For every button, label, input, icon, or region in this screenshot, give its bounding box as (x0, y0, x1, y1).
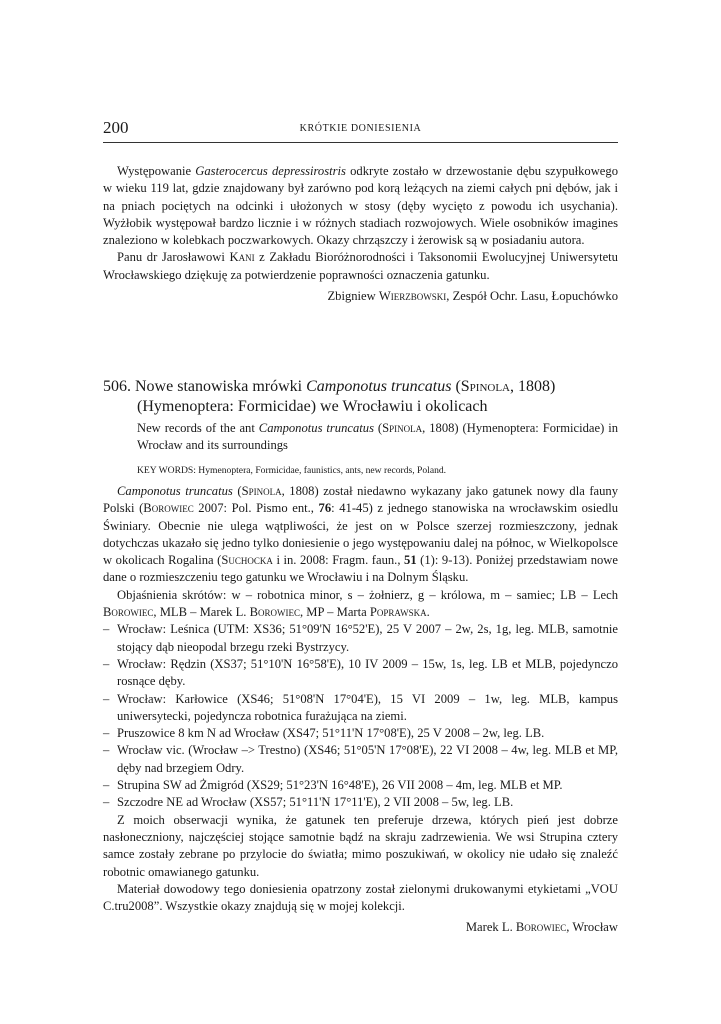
text: New records of the ant (137, 421, 259, 435)
person-name: Borowiec (249, 605, 300, 620)
text: , MLB – Marek L. (153, 605, 250, 620)
article-number: 506. (103, 378, 131, 395)
key-words-label: KEY WORDS: (137, 464, 196, 476)
text: . (426, 605, 430, 620)
author-name: Spinola (460, 378, 510, 395)
volume-number: 51 (404, 553, 417, 568)
record-text: Pruszowice 8 km N ad Wrocław (XS47; 51°11'N 17°08'E), 25 V 2008 – 2w, leg. LB. (117, 726, 545, 741)
record-text: Wrocław vic. (Wrocław –> Trestno) (XS46; 51°05'N 17°08'E), 22 VI 2008 – 4w, leg. MLB et MP, dęby nad brzegiem Odry. (117, 743, 618, 775)
text: 2007: Pol. Pismo ent., (193, 501, 319, 516)
list-dash: – (103, 743, 110, 758)
running-head (103, 118, 618, 140)
paragraph (103, 249, 618, 284)
key-words-text: Hymenoptera, Formicidae, faunistics, ants, new records, Poland. (195, 464, 447, 476)
paragraph: Materiał dowodowy tego doniesienia opatrzony został zielonymi drukowanymi etykietami „VOU C.tru2008”. Wszystkie okazy znajdują się w mojej kolekcji. (103, 881, 618, 914)
person-name: Kani (229, 250, 255, 265)
record-text: Wrocław: Karłowice (XS46; 51°08'N 17°04'E), 15 VI 2009 – 1w, leg. MLB, kampus uniwersytecki, pojedyncza robotnica furażująca na ziemi. (117, 691, 618, 723)
article-heading (103, 377, 618, 477)
record-text: Szczodre NE ad Wrocław (XS57; 51°11'N 17°11'E), 2 VII 2008 – 5w, leg. LB. (117, 795, 514, 810)
article-title (103, 377, 618, 417)
paragraph (103, 163, 618, 249)
text: , MP – Marta (300, 605, 370, 620)
record-item (103, 725, 618, 742)
record-text: Wrocław: Leśnica (UTM: XS36; 51°09'N 16°52'E), 25 V 2007 – 2w, 2s, 1g, leg. MLB, samotnie stojący dąb nieopodal brzegu rzeki Bystrzycy. (117, 622, 618, 654)
author-name: Spinola (382, 421, 423, 435)
list-dash: – (103, 795, 110, 810)
running-title: KRÓTKIE DONIESIENIA (299, 123, 422, 134)
species-name: Camponotus truncatus (258, 421, 374, 435)
author-surname: Wierzbowski (378, 289, 447, 304)
volume-number: 76 (318, 501, 332, 516)
text: Występowanie (117, 164, 196, 178)
text: , Wrocław (566, 920, 618, 935)
author-name: Spinola (241, 484, 282, 498)
list-dash: – (103, 778, 110, 793)
person-name: Poprawska (369, 605, 427, 620)
text: : 41-45) z jednego stanowiska na wrocławskim osiedlu Świniary. Obecnie nie ulega wątpliwości, że jest on w Polsce szerzej rozmieszczony, jednak dotychczas ukazało się jedno tylko doniesienie o jego występowaniu dalej na północ, w Wielkopolsce w okolicach Rogalina ( (103, 501, 618, 568)
text: ( (232, 484, 242, 498)
record-text: Strupina SW ad Żmigród (XS29; 51°23'N 16°48'E), 26 VII 2008 – 4m, leg. MLB et MP. (117, 778, 563, 793)
text: Objaśnienia skrótów: w – robotnica minor, s – żołnierz, g – królowa, m – samiec; LB – Lech (117, 587, 618, 602)
author-signature (103, 919, 618, 936)
species-name: Camponotus truncatus (117, 484, 233, 498)
key-words (137, 464, 618, 477)
record-item (103, 794, 618, 811)
list-dash: – (103, 691, 110, 706)
text: odkryte zostało w drzewostanie dębu szypułkowego w wieku 119 lat, gdzie znajdowany był zarówno pod korą leżących na ziemi całych pni dębów, jak i na pniach pociętych na odcinki i ułożonych w stosy (dęby wycięto z powodu ich usychania). Wyżłobik występował bardzo licznie i w różnych stadiach rozwojowych. Wiele osobników imagines znaleziono w kolebkach poczwarkowych. Okazy chrząszczy i żerowisk są w posiadaniu autora. (103, 164, 618, 248)
article-body (103, 483, 618, 937)
text: , Zespół Ochr. Lasu, Łopuchówko (446, 289, 618, 304)
reference-author: Borowiec (143, 501, 194, 516)
record-text: Wrocław: Rędzin (XS37; 51°10'N 16°58'E), 10 IV 2009 – 15w, 1s, leg. LB et MLB, pojedynczo rosnące dęby. (117, 656, 618, 689)
header-rule (103, 142, 618, 143)
page-number: 200 (103, 118, 129, 137)
record-item (103, 656, 618, 691)
list-dash: – (103, 656, 110, 671)
paragraph (103, 587, 618, 622)
paragraph (103, 483, 618, 587)
species-name: Gasterocercus depressirostris (195, 164, 346, 178)
title-line-2: (Hymenoptera: Formicidae) we Wrocławiu i okolicach (137, 398, 488, 415)
text: ( (451, 378, 461, 395)
text: ( (374, 421, 383, 435)
english-title (137, 420, 618, 454)
text: z Zakładu Bioróżnorodności i Taksonomii Ewolucyjnej Uniwersytetu Wrocławskiego dziękuję za potwierdzenie poprawności oznaczenia gatunku. (103, 250, 618, 282)
text: Zbigniew (327, 289, 379, 304)
species-name: Camponotus truncatus (306, 378, 452, 395)
person-name: Borowiec (103, 605, 154, 620)
text: i in. 2008: Fragm. faun., (272, 553, 405, 568)
text: Nowe stanowiska mrówki (131, 378, 307, 395)
record-item (103, 621, 618, 656)
text: Marek L. (465, 920, 516, 935)
text: Panu dr Jarosławowi (117, 250, 230, 265)
record-item (103, 777, 618, 794)
author-signature (103, 288, 618, 305)
text: (1): 9-13). Poniżej przedstawiam nowe dane o rozmieszczeniu tego gatunku we Wrocławiu i na Dolnym Śląsku. (103, 553, 618, 585)
list-dash: – (103, 622, 110, 637)
author-surname: Borowiec (515, 920, 567, 935)
text: , 1808) został niedawno wykazany jako gatunek nowy dla fauny Polski ( (103, 484, 619, 516)
record-item (103, 742, 618, 777)
text: , 1808) (Hymenoptera: Formicidae) in Wrocław and its surroundings (137, 421, 619, 452)
reference-author: Suchocka (221, 553, 273, 568)
record-item (103, 691, 618, 726)
list-dash: – (103, 726, 110, 741)
paragraph: Z moich obserwacji wynika, że gatunek ten preferuje drzewa, których pień jest dobrze nasłoneczniony, najczęściej stojące samotnie bądź na skraju zadrzewienia. We wsi Strupina cztery samce zostały zebrane po przylocie do światła; mimo poszukiwań, w okolicy nie udało się znaleźć robotnic omawianego gatunku. (103, 812, 618, 879)
article-previous-end (103, 163, 618, 305)
text: , 1808) (510, 378, 556, 395)
